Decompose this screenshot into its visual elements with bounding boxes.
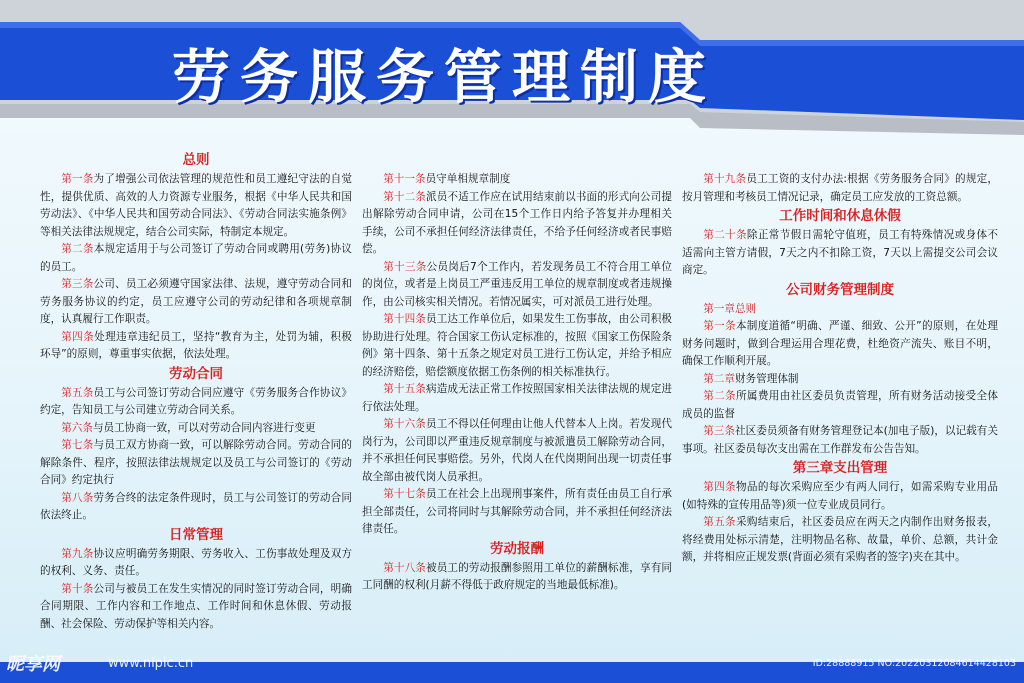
header-band xyxy=(0,0,1024,150)
article-paragraph xyxy=(682,479,998,514)
article-text: 协议应明确劳务期限、劳务收入、工伤事故处理及双方的权利、义务、责任。 xyxy=(40,547,353,577)
article-number: 第十九条 xyxy=(703,173,747,185)
article-text: 派员不适工作应在试用结束前以书面的形式向公司提出解除劳动合同申请，公司在15个工作日内给予答复并办理相关手续，公司不承担任何经济法律责任，不给予任何经济或者民事赔偿。 xyxy=(362,190,673,255)
section-heading: 公司财务管理制度 xyxy=(786,281,894,298)
article-text: 员守单相规章制度 xyxy=(425,173,511,185)
article-paragraph xyxy=(682,171,998,206)
column-3 xyxy=(682,171,998,567)
article-number: 第十二条 xyxy=(383,190,426,203)
article-number: 第一条 xyxy=(703,320,736,332)
article-number: 第二章 xyxy=(703,372,735,385)
article-paragraph xyxy=(362,259,672,312)
article-text: 除正常节假日需轮守值班，员工有特殊情况或身体不适需向主管方请假，7天之内不扣除工资，7天以上需提交公司会议商定。 xyxy=(682,229,999,276)
article-paragraph xyxy=(40,437,352,490)
article-text: 处理违章违纪员工，坚持“教育为主，处罚为辅，积极环导”的原则，尊重事实依据，依法处理。 xyxy=(40,330,352,360)
article-paragraph xyxy=(362,560,672,595)
article-text: 本制度道循“明确、严谨、细致、公开”的原则，在处理财务问题时，做到合理运用合理花费，杜绝资产流失、账目不明，确保工作顺利开展。 xyxy=(682,320,998,367)
article-paragraph xyxy=(40,490,352,525)
section-heading: 劳动合同 xyxy=(169,365,223,382)
watermark-url: www.nipic.cn xyxy=(108,656,194,671)
article-paragraph xyxy=(682,371,998,389)
image-id: ID:28888915 NO:20220312084614428103 xyxy=(812,658,1016,669)
article-number: 第六条 xyxy=(61,421,93,434)
article-paragraph xyxy=(40,581,352,634)
article-number: 第四条 xyxy=(61,330,95,343)
article-paragraph xyxy=(682,318,998,371)
article-number: 第二十条 xyxy=(703,229,747,241)
column-1 xyxy=(40,150,352,633)
article-paragraph xyxy=(40,385,352,420)
article-number: 第三条 xyxy=(703,425,736,437)
article-paragraph xyxy=(40,241,352,276)
article-text: 财务管理体制 xyxy=(734,372,799,385)
article-text: 公司、员工必须遵守国家法律、法规，遵守劳动合同和劳务服务协议的约定，员工应遵守公司的劳动纪律和各项规章制度，认真履行工作职责。 xyxy=(40,278,353,325)
section-heading: 总则 xyxy=(182,152,210,168)
article-paragraph xyxy=(40,329,352,364)
article-text: 与员工双方协商一致，可以解除劳动合同。劳动合同的解除条件、程序，按照法律法规规定以及员工与公司签订的《劳动合同》约定执行 xyxy=(40,439,353,486)
article-text: 为了增强公司依法管理的规范性和员工遵纪守法的自觉性，提供优质、高效的人力资源专业服务，根据《中华人民共和国劳动法》、《中华人民共和国劳动合同法》、《劳动合同法实施条例》等相关法律法规规定，结合公司实际，特制定本规定。 xyxy=(40,173,353,238)
section-heading: 工作时间和休息休假 xyxy=(779,208,901,224)
article-number: 第九条 xyxy=(61,547,94,560)
article-paragraph xyxy=(362,486,672,539)
article-paragraph xyxy=(40,276,352,329)
article-text: 物品的每次采购应至少有两人同行，如需采购专业用品(如特殊的宣传用品等)须一位专业成员同行。 xyxy=(682,481,999,511)
article-text: 被员工的劳动报酬参照用工单位的薪酬标准，享有同工同酬的权利(月薪不得低于政府规定的当地最低标准)。 xyxy=(362,561,673,591)
article-number: 第八条 xyxy=(61,491,94,504)
article-number: 第十四条 xyxy=(383,313,426,325)
article-paragraph xyxy=(682,301,998,319)
article-paragraph xyxy=(362,189,672,259)
section-heading: 日常管理 xyxy=(169,526,223,543)
article-number: 第十条 xyxy=(61,582,94,595)
article-number: 第三条 xyxy=(61,278,94,290)
article-paragraph xyxy=(362,311,672,381)
article-text: 公司与被员工在发生实情况的同时签订劳动合同，明确合同期限、工作内容和工作地点、工作时间和休息休假、劳动报酬、社会保险、劳动保护等相关内容。 xyxy=(40,582,353,630)
article-number: 第四条 xyxy=(703,481,736,493)
article-number: 第二条 xyxy=(61,243,94,255)
article-paragraph xyxy=(682,388,998,423)
article-number: 第一条 xyxy=(61,173,94,185)
article-text: 员工不得以任何理由让他人代替本人上岗。若发现代岗行为，公司即以严重违反规章制度与被派遣员工解除劳动合同，并不承担任何民事赔偿。另外，代岗人在代岗期间出现一切责任事故全部由被代岗人员承担。 xyxy=(362,418,673,483)
article-paragraph xyxy=(40,171,352,241)
article-text: 员工达工作单位后，如果发生工伤事故，由公司积极协助进行处理。符合国家工伤认定标准的，按照《国家工伤保险条例》第十四条、第十五条之规定对员工进行工伤认定，并给予相应的经济赔偿，赔偿额度依据工伤条例的相关标准执行。 xyxy=(362,313,673,378)
article-text: 所属费用由社区委员负责管理，所有财务活动接受全体成员的监督 xyxy=(682,390,999,420)
section-heading: 劳动报酬 xyxy=(490,540,544,557)
article-text: 员工工资的支付办法:根据《劳务服务合同》的规定，按月管理和考核员工情况记录，确定员工应发放的工资总额。 xyxy=(682,173,998,203)
article-text: 员工在社会上出现刑事案件，所有责任由员工自行承担全部责任，公司将同时与其解除劳动合同，并不承担任何经济法律责任。 xyxy=(362,488,673,535)
article-number: 第七条 xyxy=(61,439,94,451)
watermark-logo: 昵享网 xyxy=(6,654,60,675)
article-paragraph xyxy=(40,420,352,438)
article-paragraph xyxy=(362,416,672,486)
article-text: 员工与公司签订劳动合同应遵守《劳务服务合作协议》约定，告知员工与公司建立劳动合同关系。 xyxy=(40,386,353,416)
article-text: 公员岗后7个工作内，若发现务员工不符合用工单位的岗位，或者是上岗员工严重违反用工单位的规章制度或者违规操作，由公司核实相关情况。若情况属实，可对派员工进行处理。 xyxy=(362,260,673,308)
article-text: 病造成无法正常工作按照国家相关法律法规的规定进行依法处理。 xyxy=(362,383,673,413)
page-title: 劳务服务管理制度 xyxy=(172,43,717,111)
article-paragraph xyxy=(682,227,998,280)
article-paragraph xyxy=(40,546,352,581)
article-number: 第十五条 xyxy=(383,383,426,395)
column-2 xyxy=(362,171,672,595)
article-number: 第十六条 xyxy=(383,418,426,430)
article-text: 与员工协商一致，可以对劳动合同内容进行变更 xyxy=(92,421,316,434)
article-text: 采购结束后，社区委员应在两天之内制作出财务报表，将经费用处标示清楚，注明物品名称、故量，单价、总额，共计金额，并将相应正规发票(背面必须有采购者的签字)夹在其中。 xyxy=(682,516,999,563)
article-paragraph xyxy=(682,423,998,458)
article-number: 第十一条 xyxy=(383,173,426,185)
article-number: 第十三条 xyxy=(383,260,427,273)
article-text: 劳务合终的法定条件现时，员工与公司签订的劳动合同依法终止。 xyxy=(40,491,353,521)
article-paragraph xyxy=(362,171,672,189)
article-text: 社区委员须备有财务管理登记本(加电子版)，以记载有关事项。社区委员每次支出需在工作群发布公告告知。 xyxy=(682,425,999,455)
article-paragraph xyxy=(682,514,998,567)
article-number: 第二条 xyxy=(703,390,736,402)
article-number: 第十八条 xyxy=(383,561,426,574)
article-number: 第五条 xyxy=(61,386,94,399)
article-number: 第一章总则 xyxy=(703,302,757,315)
article-number: 第十七条 xyxy=(383,488,426,500)
article-text: 本规定适用于与公司签订了劳动合同或聘用(劳务)协议的员工。 xyxy=(40,243,353,273)
section-heading: 第三章支出管理 xyxy=(792,460,888,476)
article-paragraph xyxy=(362,381,672,416)
article-number: 第五条 xyxy=(703,516,736,528)
